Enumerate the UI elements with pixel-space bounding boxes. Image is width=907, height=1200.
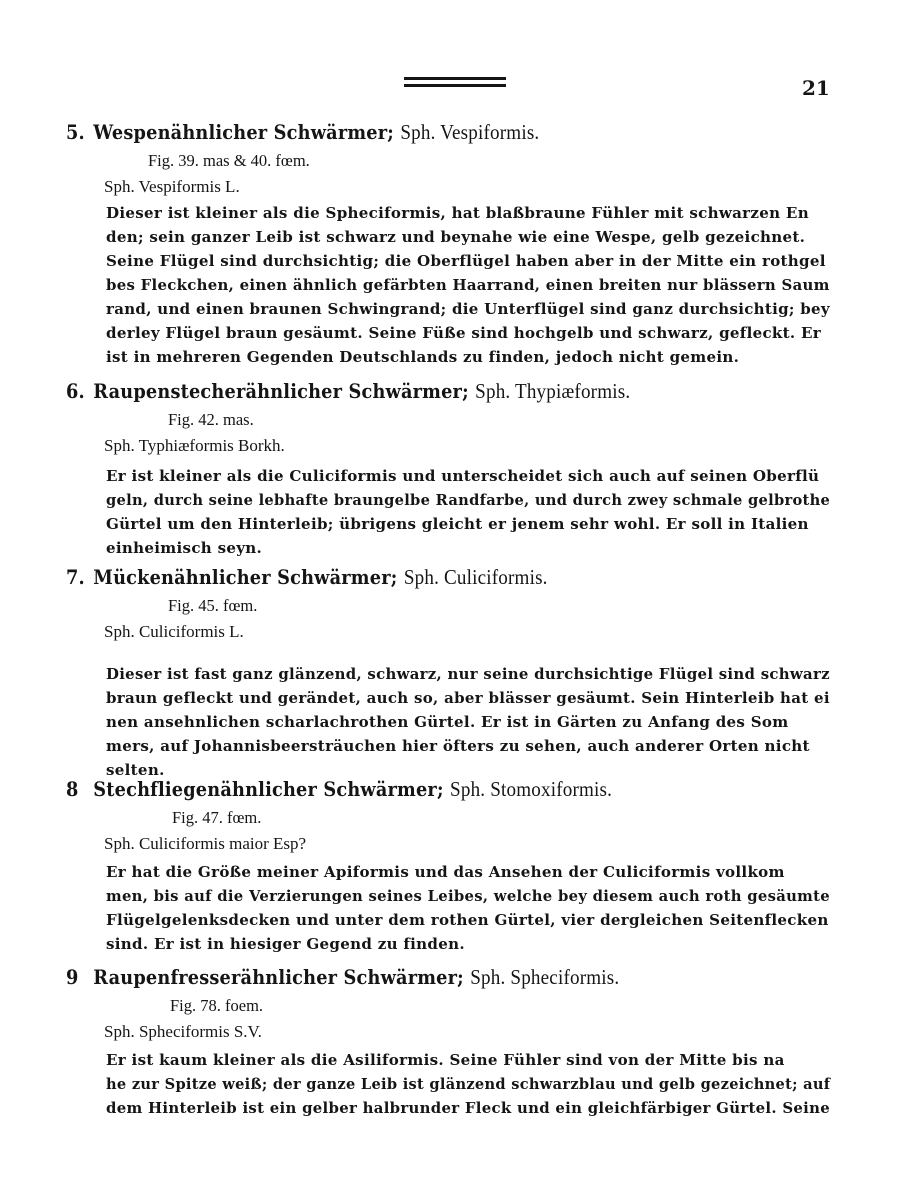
entry-name-latin: Sph. Spheciformis. (470, 965, 620, 989)
text-line: dem Hinterleib ist ein gelber halbrunder Fleck und ein gleichfärbiger Gürtel. Seine (106, 1099, 831, 1117)
entry-heading (66, 115, 766, 149)
text-line: Dieser ist fast ganz glänzend, schwarz, nur seine durchsichtige Flügel sind schwarz (106, 665, 830, 683)
text-line: Er ist kaum kleiner als die Asiliformis. Seine Fühler sind von der Mitte bis na (106, 1051, 785, 1069)
species-entry (66, 560, 836, 782)
entry-name-latin: Sph. Culiciformis. (403, 565, 548, 589)
entry-name-latin: Sph. Stomoxiformis. (450, 777, 613, 801)
text-line: braun gefleckt und gerändet, auch so, aber blässer gesäumt. Sein Hinterleib hat ei (106, 689, 830, 707)
text-line: Gürtel um den Hinterleib; übrigens gleicht er jenem sehr wohl. Er soll in Italien (106, 515, 809, 533)
text-line: nen ansehnlichen scharlachrothen Gürtel. Er ist in Gärten zu Anfang des Som (106, 713, 789, 731)
text-line: ist in mehreren Gegenden Deutschlands zu finden, jedoch nicht gemein. (106, 348, 740, 366)
text-line: einheimisch seyn. (106, 539, 263, 557)
synonym: Sph. Culiciformis L. (104, 622, 244, 641)
page-number: 21 (802, 76, 830, 100)
entry-heading (66, 374, 766, 408)
text-line: Flügelgelenksdecken und unter dem rothen Gürtel, vier dergleichen Seitenflecken (106, 911, 829, 929)
synonym: Sph. Culiciformis maior Esp? (104, 834, 307, 853)
entry-heading (66, 772, 766, 806)
text-line: rand, und einen braunen Schwingrand; die Unterflügel sind ganz durchsichtig; bey (106, 300, 830, 318)
entry-name-german: Wespenähnlicher Schwärmer; (93, 121, 394, 144)
synonym: Sph. Spheciformis S.V. (104, 1022, 262, 1041)
text-line: sind. Er ist in hiesiger Gegend zu finden. (106, 935, 465, 953)
entry-number: 5. (66, 121, 85, 144)
entry-number: 8 (66, 778, 79, 801)
figure-reference: Fig. 39. mas & 40. fœm. (148, 151, 310, 170)
entry-description (66, 662, 836, 782)
synonym: Sph. Typhiæformis Borkh. (104, 436, 285, 455)
header-rule (404, 84, 506, 87)
entry-description (66, 464, 836, 560)
entry-description (66, 860, 836, 956)
figure-reference: Fig. 42. mas. (168, 410, 254, 429)
synonym: Sph. Vespiformis L. (104, 177, 240, 196)
entry-heading (66, 960, 766, 994)
text-line: Seine Flügel sind durchsichtig; die Oberflügel haben aber in der Mitte ein rothgel (106, 252, 826, 270)
entry-number: 7. (66, 566, 85, 589)
entry-heading (66, 560, 766, 594)
entry-name-german: Raupenfresserähnlicher Schwärmer; (93, 966, 464, 989)
text-line: bes Fleckchen, einen ähnlich gefärbten Haarrand, einen breiten nur blässern Saum (106, 276, 830, 294)
entry-name-latin: Sph. Vespiformis. (400, 120, 540, 144)
text-line: mers, auf Johannisbeersträuchen hier öfters zu sehen, auch anderer Orten nicht (106, 737, 810, 755)
entry-number: 9 (66, 966, 79, 989)
figure-reference: Fig. 47. fœm. (172, 808, 262, 827)
header-rule (404, 77, 506, 80)
entry-name-german: Mückenähnlicher Schwärmer; (93, 566, 398, 589)
species-entry (66, 960, 836, 1120)
entry-description (66, 1048, 836, 1120)
figure-reference: Fig. 78. foem. (170, 996, 264, 1015)
text-line: Er hat die Größe meiner Apiformis und das Ansehen der Culiciformis vollkom (106, 863, 785, 881)
entry-name-latin: Sph. Thypiæformis. (475, 379, 631, 403)
text-line: selten. (106, 761, 165, 779)
entry-name-german: Stechfliegenähnlicher Schwärmer; (93, 778, 444, 801)
species-entry (66, 115, 836, 369)
species-entry (66, 374, 836, 560)
text-line: geln, durch seine lebhafte braungelbe Randfarbe, und durch zwey schmale gelbrothe (106, 491, 831, 509)
entry-number: 6. (66, 380, 85, 403)
text-line: derley Flügel braun gesäumt. Seine Füße sind hochgelb und schwarz, gefleckt. Er (106, 324, 822, 342)
text-line: he zur Spitze weiß; der ganze Leib ist glänzend schwarzblau und gelb gezeichnet; auf (106, 1075, 831, 1093)
entry-description (66, 201, 836, 369)
species-entry (66, 772, 836, 956)
text-line: Er ist kleiner als die Culiciformis und unterscheidet sich auch auf seinen Oberflü (106, 467, 820, 485)
text-line: Dieser ist kleiner als die Spheciformis, hat blaßbraune Fühler mit schwarzen En (106, 204, 809, 222)
text-line: men, bis auf die Verzierungen seines Leibes, welche bey diesem auch roth gesäumte (106, 887, 830, 905)
figure-reference: Fig. 45. fœm. (168, 596, 258, 615)
text-line: den; sein ganzer Leib ist schwarz und beynahe wie eine Wespe, gelb gezeichnet. (106, 228, 806, 246)
entry-name-german: Raupenstecherähnlicher Schwärmer; (93, 380, 469, 403)
